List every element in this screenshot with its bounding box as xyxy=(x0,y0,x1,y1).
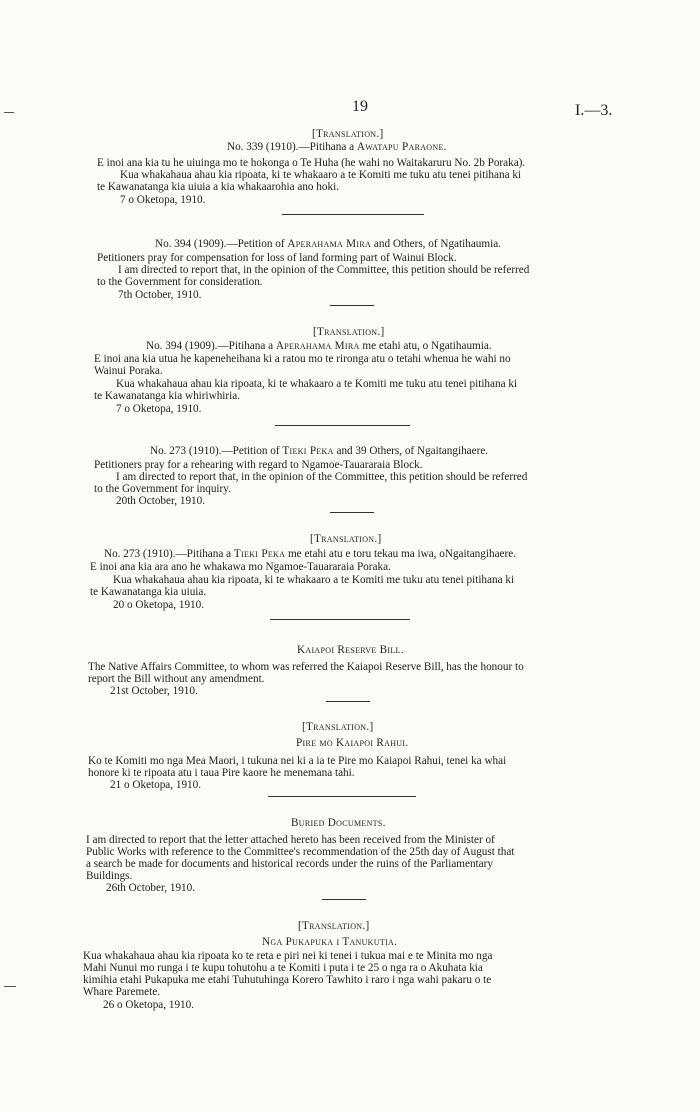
body-line: Petitioners pray for compensation for loss of land forming part of Wainui Block. xyxy=(97,252,457,264)
body-line: te Kawanatanga kia uiuia a kia whakaarohia ano hoki. xyxy=(97,181,339,193)
body-line: kimihia etahi Pukapuka me etahi Tuhutuhinga Korero Tawhito i raro i nga wahi pakaru o te xyxy=(83,974,492,986)
date-line: 20th October, 1910. xyxy=(116,495,206,507)
body-line: report the Bill without any amendment. xyxy=(88,673,265,685)
body-line: Whare Paremete. xyxy=(83,986,161,998)
petition-title: No. 339 (1910).—Pitihana a Awatapu Paraone. xyxy=(227,141,447,153)
date-line: 26th October, 1910. xyxy=(106,882,196,894)
translation-label: [Translation.] xyxy=(312,128,384,140)
body-line: E inoi ana kia utua he kapeneheihana ki a ratou mo te rironga atu o tetahi whenua he wahi no xyxy=(94,353,511,365)
body-line: Mahi Nunui mo runga i te kupu tohutohu a te Komiti i puta i te 25 o nga ra o Akuhata kia xyxy=(83,962,483,974)
body-line: Kua whakahaua ahau kia ripoata, ki te whakaaro a te Komiti me tuku atu tenei pitihana ki xyxy=(116,378,518,390)
translation-label: [Translation.] xyxy=(302,721,374,733)
translation-label: [Translation.] xyxy=(310,533,382,545)
section-divider xyxy=(330,305,374,306)
section-divider xyxy=(330,512,374,513)
section-divider xyxy=(270,619,410,620)
body-line: Petitioners pray for a rehearing with regard to Ngamoe-Tauararaia Block. xyxy=(94,459,423,471)
section-divider xyxy=(326,701,370,702)
body-line: te Kawanatanga kia uiuia. xyxy=(90,586,207,598)
section-heading: Pire mo Kaiapoi Rahui. xyxy=(296,737,409,749)
section-divider xyxy=(275,425,410,426)
body-line: I am directed to report that, in the opinion of the Committee, this petition should be referred xyxy=(116,471,528,483)
body-line: E inoi ana kia ara ano he whakawa mo Ngamoe-Tauararaia Poraka. xyxy=(90,561,391,573)
body-line: a search be made for documents and historical records under the ruins of the Parliamentary xyxy=(86,858,493,870)
petition-title: No. 394 (1909).—Pitihana a Aperahama Mira me etahi atu, o Ngatihaumia. xyxy=(146,340,492,352)
body-line: Kua whakahaua ahau kia ripoata, ki te whakaaro a te Komiti me tuku atu tenei pitihana ki xyxy=(113,574,515,586)
body-line: to the Government for consideration. xyxy=(97,276,263,288)
body-line: Wainui Poraka. xyxy=(94,365,163,377)
date-line: 26 o Oketopa, 1910. xyxy=(103,999,195,1011)
section-divider xyxy=(268,796,416,797)
section-heading: Buried Documents. xyxy=(291,817,386,829)
petition-title: No. 394 (1909).—Petition of Aperahama Mira and Others, of Ngatihaumia. xyxy=(155,238,501,250)
body-line: Public Works with reference to the Committee's recommendation of the 25th day of August that xyxy=(86,846,515,858)
body-line: E inoi ana kia tu he uiuinga mo te hokonga o Te Huha (he wahi no Waitakaruru No. 2b Poraka). xyxy=(97,157,526,169)
body-line: Buildings. xyxy=(86,870,133,882)
body-line: The Native Affairs Committee, to whom was referred the Kaiapoi Reserve Bill, has the honour to xyxy=(88,661,524,673)
date-line: 7 o Oketopa, 1910. xyxy=(116,403,202,415)
date-line: 7th October, 1910. xyxy=(118,289,202,301)
body-line: honore ki te ripoata atu i taua Pire kaore he menemana tahi. xyxy=(88,767,355,779)
date-line: 20 o Oketopa, 1910. xyxy=(113,599,205,611)
translation-label: [Translation.] xyxy=(313,326,385,338)
translation-label: [Translation.] xyxy=(298,920,370,932)
body-line: Kua whakahaua ahau kia ripoata ko te reta e piri nei ki tenei i tukua mai e te Minita mo nga xyxy=(83,950,493,962)
body-line: Ko te Komiti mo nga Mea Maori, i tukuna nei ki a ia te Pire mo Kaiapoi Rahui, tenei ka whai xyxy=(88,755,507,767)
body-line: te Kawanatanga kia whiriwhiria. xyxy=(94,390,241,402)
section-divider xyxy=(322,899,366,900)
date-line: 21st October, 1910. xyxy=(110,685,198,697)
body-line: I am directed to report that the letter attached hereto has been received from the Minister of xyxy=(86,834,495,846)
body-line: I am directed to report that, in the opinion of the Committee, this petition should be referred xyxy=(118,264,530,276)
petition-title: No. 273 (1910).—Pitihana a Tieki Peka me etahi atu e toru tekau ma iwa, oNgaitangihaere. xyxy=(104,548,516,560)
body-line: to the Government for inquiry. xyxy=(94,483,231,495)
page-number: 19 xyxy=(352,98,368,115)
scan-mark xyxy=(4,112,14,113)
date-line: 7 o Oketopa, 1910. xyxy=(120,194,206,206)
petition-title: No. 273 (1910).—Petition of Tieki Peka and 39 Others, of Ngaitangihaere. xyxy=(150,445,489,457)
body-line: Kua whakahaua ahau kia ripoata, ki te whakaaro a te Komiti me tuku atu tenei pitihana ki xyxy=(120,169,522,181)
scan-mark xyxy=(4,986,16,987)
section-heading: Nga Pukapuka i Tanukutia. xyxy=(262,936,398,948)
date-line: 21 o Oketopa, 1910. xyxy=(110,779,202,791)
paper-reference: I.—3. xyxy=(575,102,613,119)
section-divider xyxy=(282,214,424,215)
section-heading: Kaiapoi Reserve Bill. xyxy=(297,644,404,656)
